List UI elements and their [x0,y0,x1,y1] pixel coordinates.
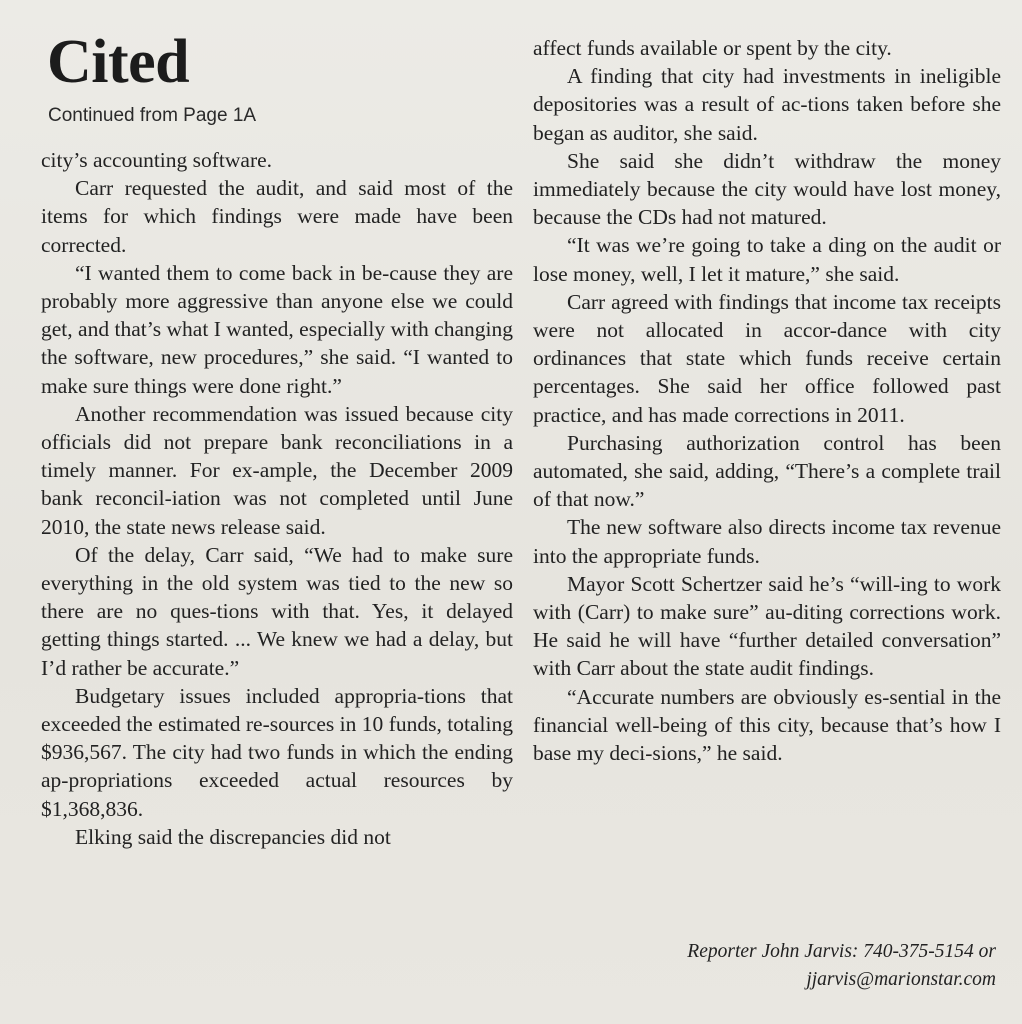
paragraph: affect funds available or spent by the city. [533,36,892,60]
paragraph: She said she didn’t withdraw the money immediately because the city would have lost money, because the CDs had not matured. [533,148,1001,230]
paragraph: “It was we’re going to take a ding on the audit or lose money, well, I let it mature,” she said. [533,233,1001,286]
paragraph: Carr agreed with findings that income tax receipts were not allocated in accor-dance with city ordinances that state which funds receive certain percentages. She said her office followed past practice, and has made corrections in 2011. [533,289,1001,427]
byline-contact: Reporter John Jarvis: 740-375-5154 or [687,941,996,962]
paragraph: Elking said the discrepancies did not [75,824,391,849]
reporter-byline [533,938,996,994]
headline: Cited [47,28,190,96]
paragraph: A finding that city had investments in ineligible depositories was a result of ac-tions taken before she began as auditor, she said. [533,64,1001,145]
paragraph: Budgetary issues included appropria-tions that exceeded the estimated re-sources in 10 funds, totaling $936,567. The city had two funds in which the ending ap-propriations exceeded actual resources by $1,368,836. [41,683,513,821]
paragraph: Mayor Scott Schertzer said he’s “will-ing to work with (Carr) to make sure” au-diting corrections work. He said he will have “further detailed conversation” with Carr about the state audit findings. [533,571,1001,681]
paragraph: “I wanted them to come back in be-cause they are probably more aggressive than anyone else we could get, and that’s what I wanted, especially with changing the software, new procedures,” she said. “I wanted to make sure things were done right.” [41,260,513,398]
continued-from-line: Continued from Page 1A [48,105,257,126]
paragraph: “Accurate numbers are obviously es-sential in the financial well-being of this city, because that’s how I base my deci-sions,” he said. [533,684,1001,766]
right-column-body [533,34,1001,767]
paragraph: Another recommendation was issued because city officials did not prepare bank reconciliations in a timely manner. For ex-ample, the December 2009 bank reconcil-iation was not completed until June 2010, the state news release said. [41,401,513,539]
paragraph: Purchasing authorization control has been automated, she said, adding, “There’s a complete trail of that now.” [533,430,1001,512]
byline-email: jjarvis@marionstar.com [806,969,996,990]
left-column-body [41,146,513,851]
paragraph: Of the delay, Carr said, “We had to make sure everything in the old system was tied to the new so there are no ques-tions with that. Yes, it delayed getting things started. ... We knew we had a delay, but I’d rather be accurate.” [41,542,513,680]
paragraph: The new software also directs income tax revenue into the appropriate funds. [533,515,1001,568]
paragraph: Carr requested the audit, and said most of the items for which findings were made have been corrected. [41,176,513,257]
paragraph: city’s accounting software. [41,148,273,172]
